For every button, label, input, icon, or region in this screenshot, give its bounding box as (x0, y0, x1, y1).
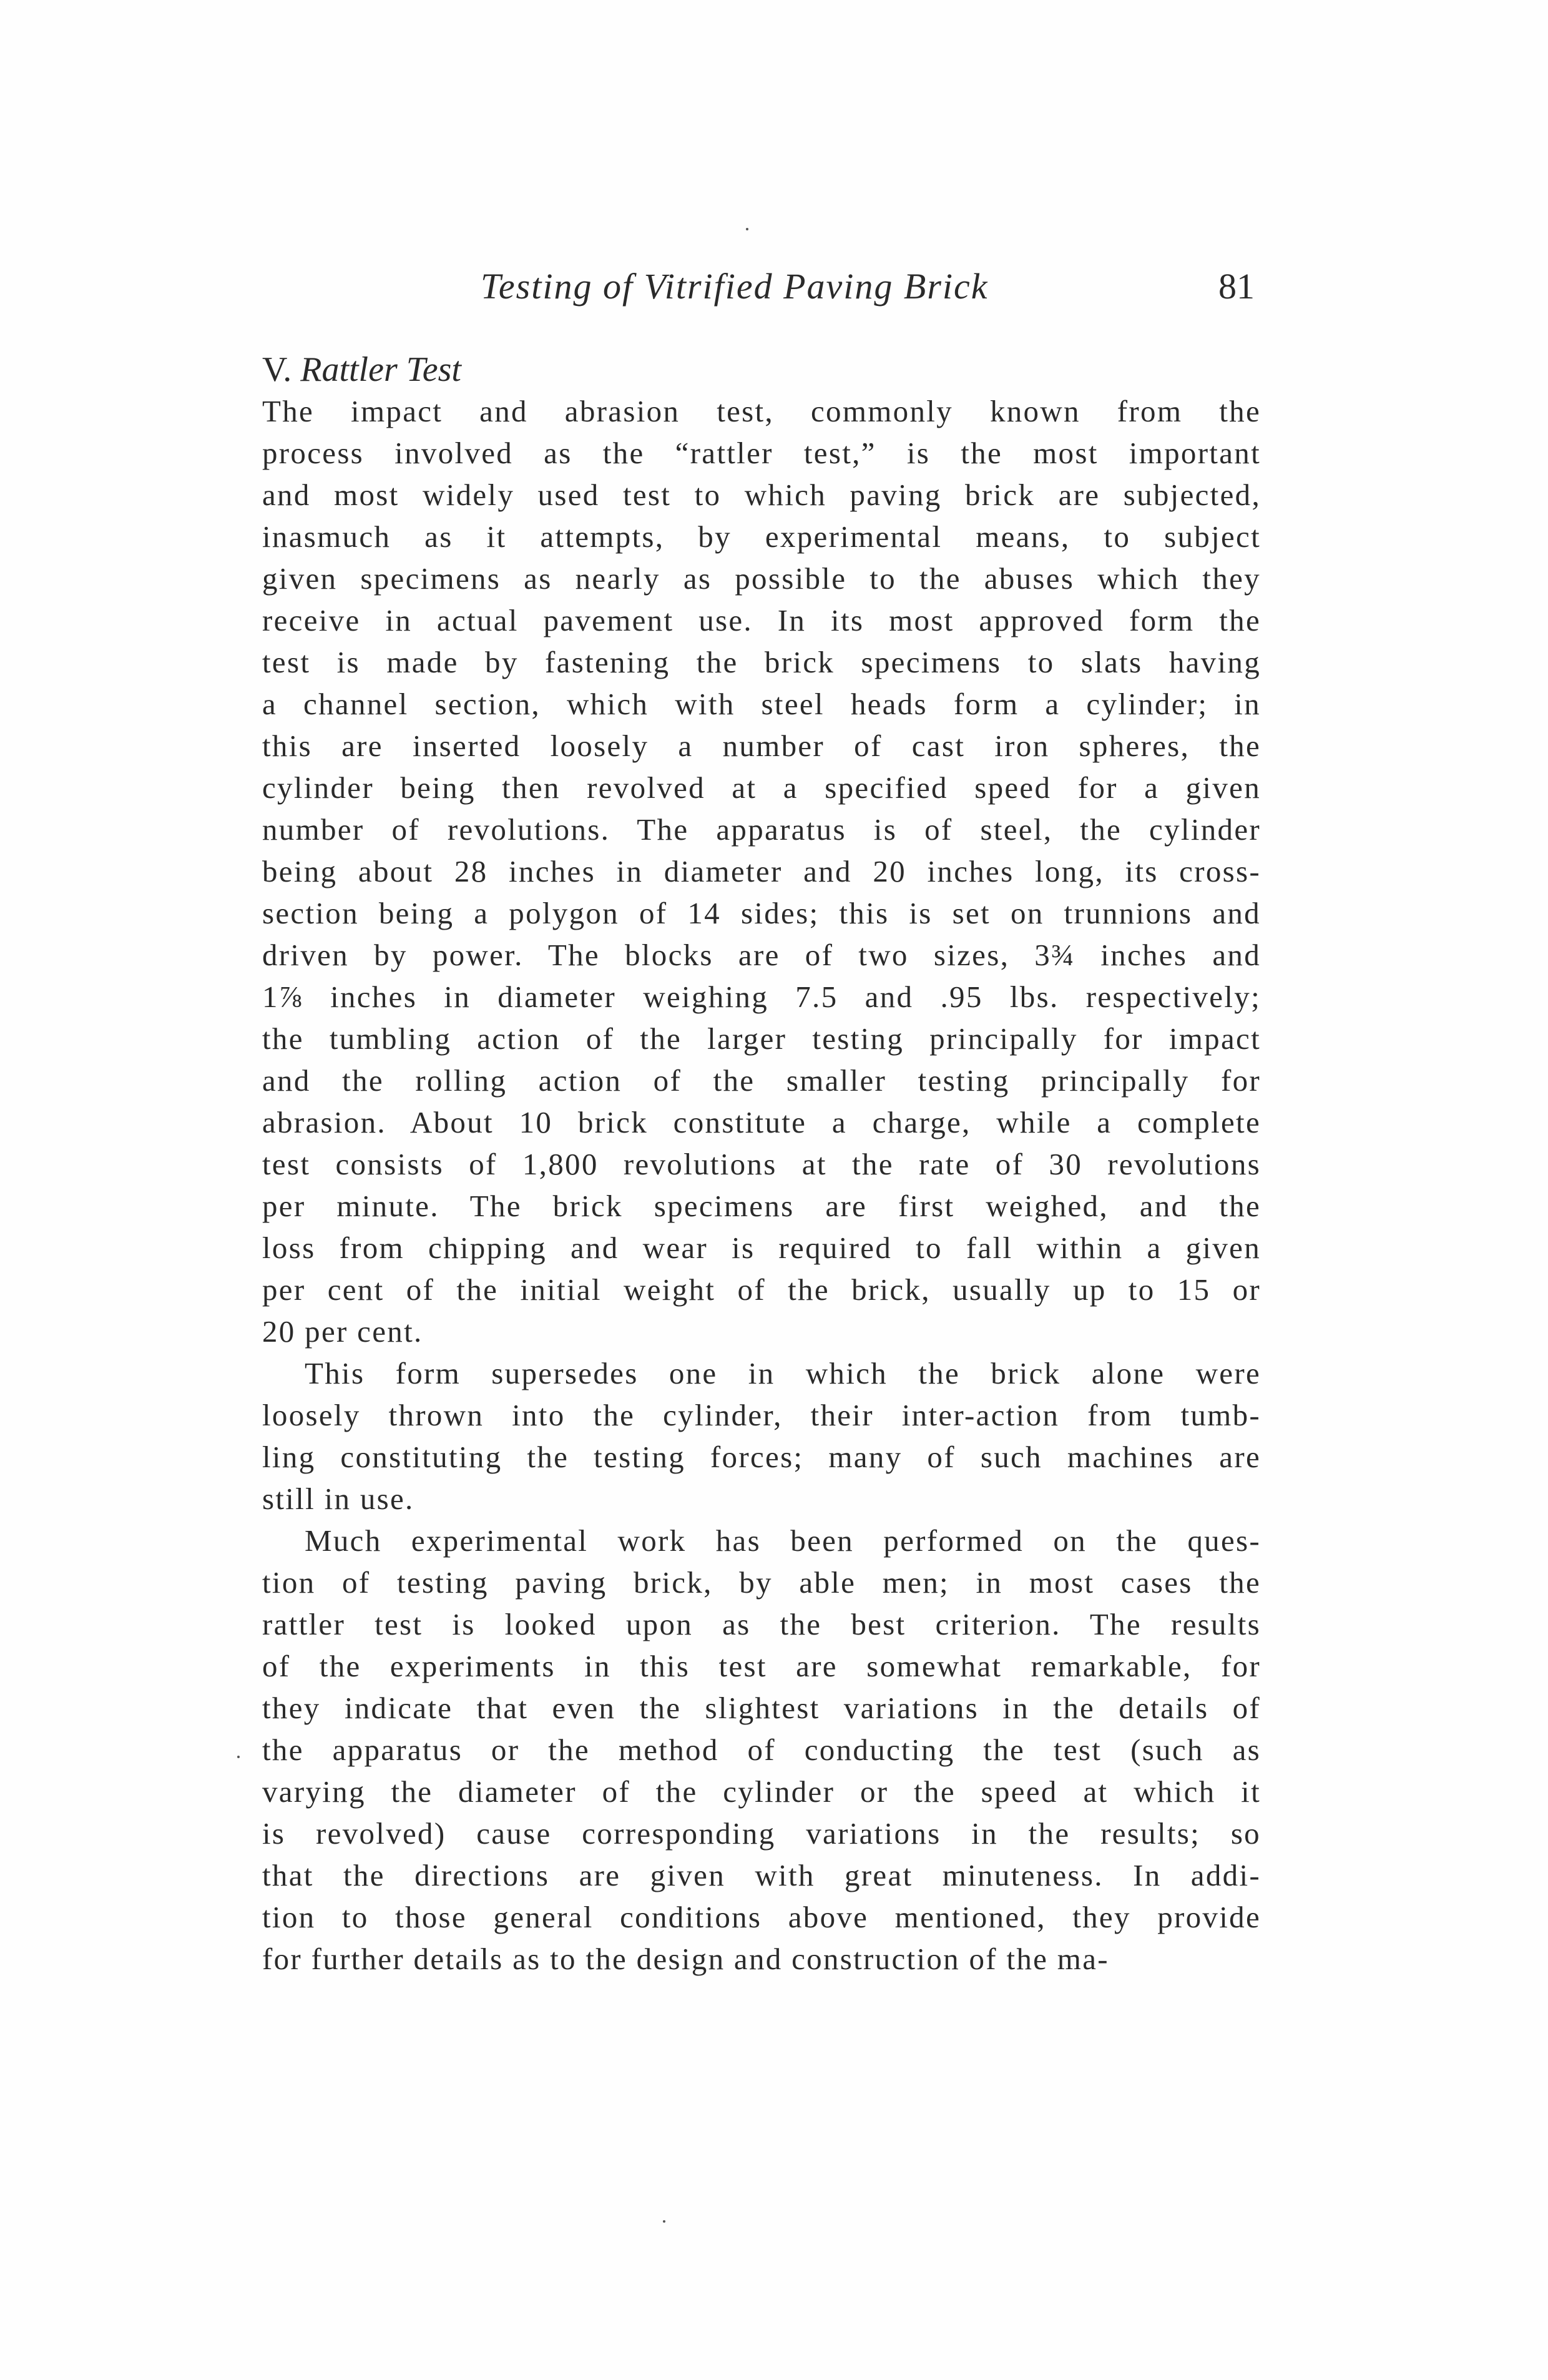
text-line: This form supersedes one in which the brick alone were (305, 1356, 1261, 1390)
text-line: given specimens as nearly as possible to the abuses which they (262, 561, 1261, 596)
text-line: tion of testing paving brick, by able men; in most cases the (262, 1565, 1261, 1600)
body-text (262, 390, 1261, 1980)
text-line: Much experimental work has been performed on the ques- (305, 1523, 1261, 1558)
text-line: section being a polygon of 14 sides; this is set on trunnions and (262, 896, 1261, 930)
section-title: Rattler Test (300, 350, 461, 389)
text-line: is revolved) cause corresponding variations in the results; so (262, 1816, 1261, 1851)
text-line: loosely thrown into the cylinder, their inter-action from tumb- (262, 1398, 1261, 1432)
text-line: and the rolling action of the smaller testing principally for (262, 1063, 1261, 1098)
text-line: the apparatus or the method of conducting the test (such as (262, 1733, 1261, 1767)
text-line: ling constituting the testing forces; many of such machines are (262, 1440, 1261, 1474)
running-head (481, 265, 1255, 315)
text-line: this are inserted loosely a number of cast iron spheres, the (262, 729, 1261, 763)
text-line: 1⅞ inches in diameter weighing 7.5 and .95 lbs. respectively; (262, 980, 1261, 1014)
text-line: that the directions are given with great minuteness. In addi- (262, 1858, 1261, 1892)
text-line: per cent of the initial weight of the brick, usually up to 15 or (262, 1272, 1261, 1307)
text-line: cylinder being then revolved at a specified speed for a given (262, 770, 1261, 805)
text-line: rattler test is looked upon as the best criterion. The results (262, 1607, 1261, 1641)
text-line: inasmuch as it attempts, by experimental means, to subject (262, 519, 1261, 554)
text-line: a channel section, which with steel heads form a cylinder; in (262, 687, 1261, 721)
scan-speck (746, 228, 748, 230)
text-line: loss from chipping and wear is required to fall within a given (262, 1231, 1261, 1265)
text-line: tion to those general conditions above mentioned, they provide (262, 1900, 1261, 1934)
text-line: 20 per cent. (262, 1314, 423, 1349)
scan-speck (663, 2220, 665, 2223)
text-line: driven by power. The blocks are of two sizes, 3¾ inches and (262, 938, 1261, 972)
text-line: The impact and abrasion test, commonly known from the (262, 394, 1261, 428)
text-line: process involved as the “rattler test,” is the most important (262, 436, 1261, 470)
text-line: the tumbling action of the larger testing principally for impact (262, 1021, 1261, 1056)
page-number: 81 (1218, 266, 1255, 307)
text-line: varying the diameter of the cylinder or the speed at which it (262, 1774, 1261, 1809)
text-line: still in use. (262, 1482, 414, 1516)
section-number: V. (262, 350, 292, 389)
text-line: of the experiments in this test are somewhat remarkable, for (262, 1649, 1261, 1683)
text-line: and most widely used test to which paving brick are subjected, (262, 478, 1261, 512)
text-line: abrasion. About 10 brick constitute a charge, while a complete (262, 1105, 1261, 1139)
section-heading (262, 350, 461, 390)
text-line: number of revolutions. The apparatus is of steel, the cylinder (262, 812, 1261, 847)
text-line: for further details as to the design and construction of the ma- (262, 1942, 1109, 1976)
text-line: receive in actual pavement use. In its most approved form the (262, 603, 1261, 637)
text-line: test is made by fastening the brick specimens to slats having (262, 645, 1261, 679)
text-line: being about 28 inches in diameter and 20 inches long, its cross- (262, 854, 1261, 888)
text-line: per minute. The brick specimens are first weighed, and the (262, 1189, 1261, 1223)
running-title: Testing of Vitrified Paving Brick (481, 266, 989, 307)
text-line: test consists of 1,800 revolutions at the rate of 30 revolutions (262, 1147, 1261, 1181)
text-line: they indicate that even the slightest variations in the details of (262, 1691, 1261, 1725)
scan-speck (237, 1756, 240, 1758)
